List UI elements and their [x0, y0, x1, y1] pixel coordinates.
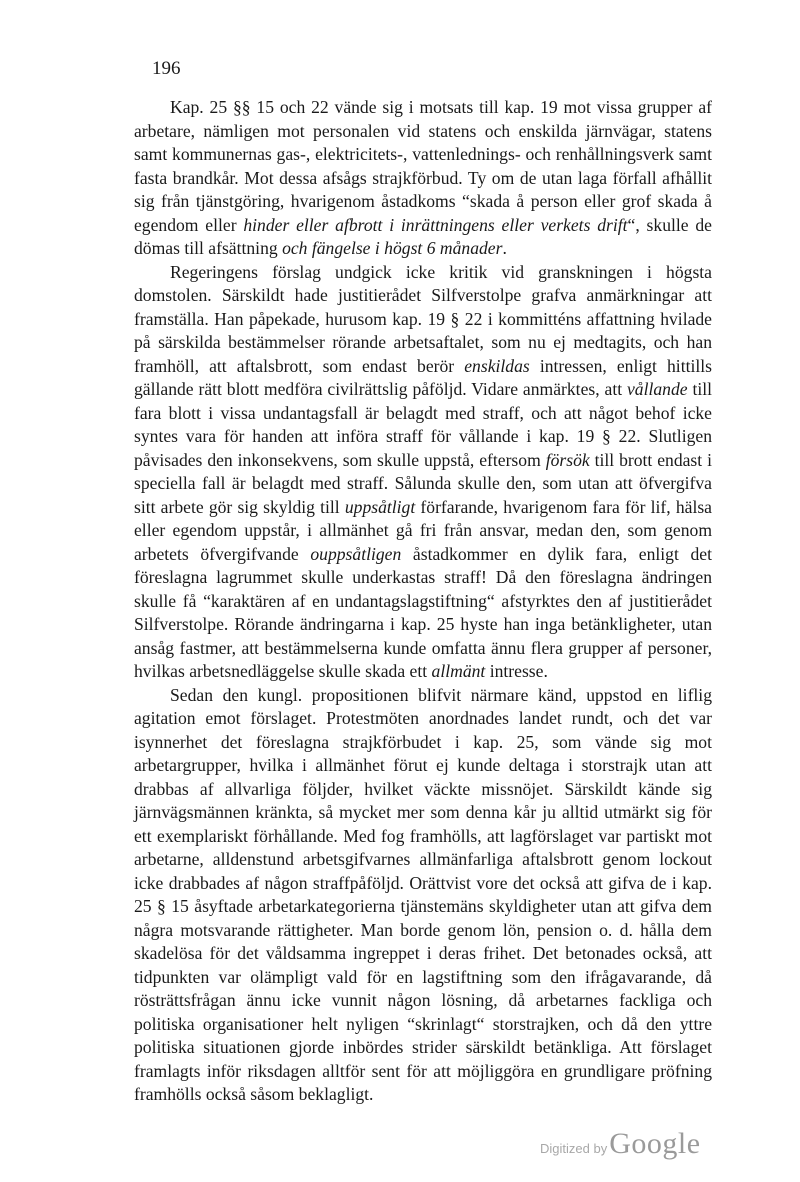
- text-segment: Kap. 25 §§ 15 och 22 vände sig i motsats till kap. 19 mot vissa grupper af arbetare, nämligen mot personalen vid statens och enskilda järnvägar, statens samt kommunernas gas-, elektricitets-, vattenlednings- och renhållningsverk samt fasta brandkår. Mot dessa afsågs strajkförbud. Ty om de utan laga förfall afhållit sig från tjänstgöring, hvarigenom åstadkoms “skada å person eller grof skada å egendom eller: [134, 97, 712, 235]
- watermark-prefix: Digitized by: [540, 1141, 608, 1156]
- paragraph: [134, 96, 712, 261]
- page-number: 196: [152, 58, 181, 79]
- text-segment-italic: och fängelse i högst 6 månader: [282, 238, 503, 258]
- text-segment: “, skulle de dömas till afsättning: [134, 214, 712, 258]
- text-segment-italic: allmänt: [431, 661, 486, 681]
- text-segment: Regeringens förslag undgick icke kritik vid granskningen i högsta domstolen. Särskildt hade justitierådet Silfverstolpe grafva anmärkningar att framställa. Han påpekade, hurusom kap. 19 § 22 i kommitténs affattning hvilade på särskilda bestämmelser rörande arbetsaftalet, som nu ej medtagits, och han framhöll, att aftalsbrott, som endast berör: [134, 261, 712, 376]
- text-segment: åstadkommer en dylik fara, enligt det föreslagna lagrummet skulle underkastas straff! Då den föreslagna ändringen skulle få “karaktären af en undantagslagstiftning“ afstyrktes den af justitierådet Silfverstolpe. Rörande ändringarna i kap. 25 hyste han inga betänkligheter, utan ansåg fastmer, att bestämmelserna kunde omfatta ännu flera grupper af personer, hvilkas arbetsnedläggelse skulle skada ett: [134, 543, 712, 681]
- text-segment: till brott endast i speciella fall är belagdt med straff. Sålunda skulle den, som utan att öfvergifva sitt arbete gör sig skyldig till: [134, 449, 712, 517]
- text-segment: Sedan den kungl. propositionen blifvit närmare känd, uppstod en liflig agitation emot förslaget. Protestmöten anordnades landet rundt, och det var isynnerhet det föreslagna strajkförbudet i kap. 25, som vände sig mot arbetargrupper, hvilka i allmänhet förut ej kunde deltaga i storstrajk utan att drabbas af allvarliga följder, hvilket väckte missnöjet. Särskildt kände sig järnvägsmännen kränkta, så mycket mer som denna kår ju alltid utmärkt sig för ett exemplariskt förhållande. Med fog framhölls, att lagförslaget var partiskt mot arbetarne, alldenstund arbetsgifvarnes allmänfarliga aftalsbrott genom lockout icke drabbades af någon straffpåföljd. Orättvist vore det också att gifva de i kap. 25 § 15 åsyftade arbetarkategorierna tjänstemäns skyldigheter utan att gifva dem några motsvarande rättigheter. Man borde genom lön, pension o. d. hålla dem skadelösa för det våldsamma ingreppet i deras frihet. Det betonades också, att tidpunkten var olämpligt vald för en lagstiftning som den ifrågavarande, då rösträttsfrågan ännu icke vunnit någon lösning, då arbetarnes fackliga och politiska organisationer helt nyligen “skrinlagt“ storstrajken, och då den yttre politiska situationen gjorde inbördes strider särskildt betänkliga. Att förslaget framlagts inför riksdagen alltför sent för att möjliggöra en grundligare pröfning framhölls också såsom beklagligt.: [134, 684, 712, 1104]
- text-segment-italic: försök: [545, 449, 590, 470]
- text-segment-italic: hinder eller afbrott i inrättningens eller verkets drift: [243, 214, 628, 235]
- text-segment-italic: enskildas: [464, 355, 530, 376]
- text-segment: intressen, enligt hittills gällande rätt blott medföra civilrättslig påföljd. Vidare anmärktes, att: [134, 355, 712, 399]
- text-segment: intresse.: [485, 661, 548, 681]
- text-segment: förfarande, hvarigenom fara för lif, hälsa eller egendom uppstår, i allmänhet gå fri från ansvar, medan den, som genom arbetets öfvergifvande: [134, 496, 712, 564]
- paragraph: [134, 261, 712, 684]
- google-logo: Google: [609, 1127, 701, 1160]
- text-segment: till fara blott i vissa undantagsfall är belagdt med straff, och att något behof icke syntes vara för handen att införa straff för vållande i kap. 19 § 22. Slutligen påvisades den inkonsekvens, som skulle uppstå, eftersom: [134, 379, 713, 470]
- text-segment: .: [502, 238, 507, 258]
- paragraph: [134, 684, 712, 1107]
- text-segment-italic: uppsåtligt: [344, 496, 416, 517]
- text-segment-italic: vållande: [626, 379, 688, 399]
- text-segment-italic: ouppsåtligen: [310, 543, 402, 564]
- digitized-by-watermark: [540, 1127, 701, 1161]
- body-text: [134, 96, 712, 1107]
